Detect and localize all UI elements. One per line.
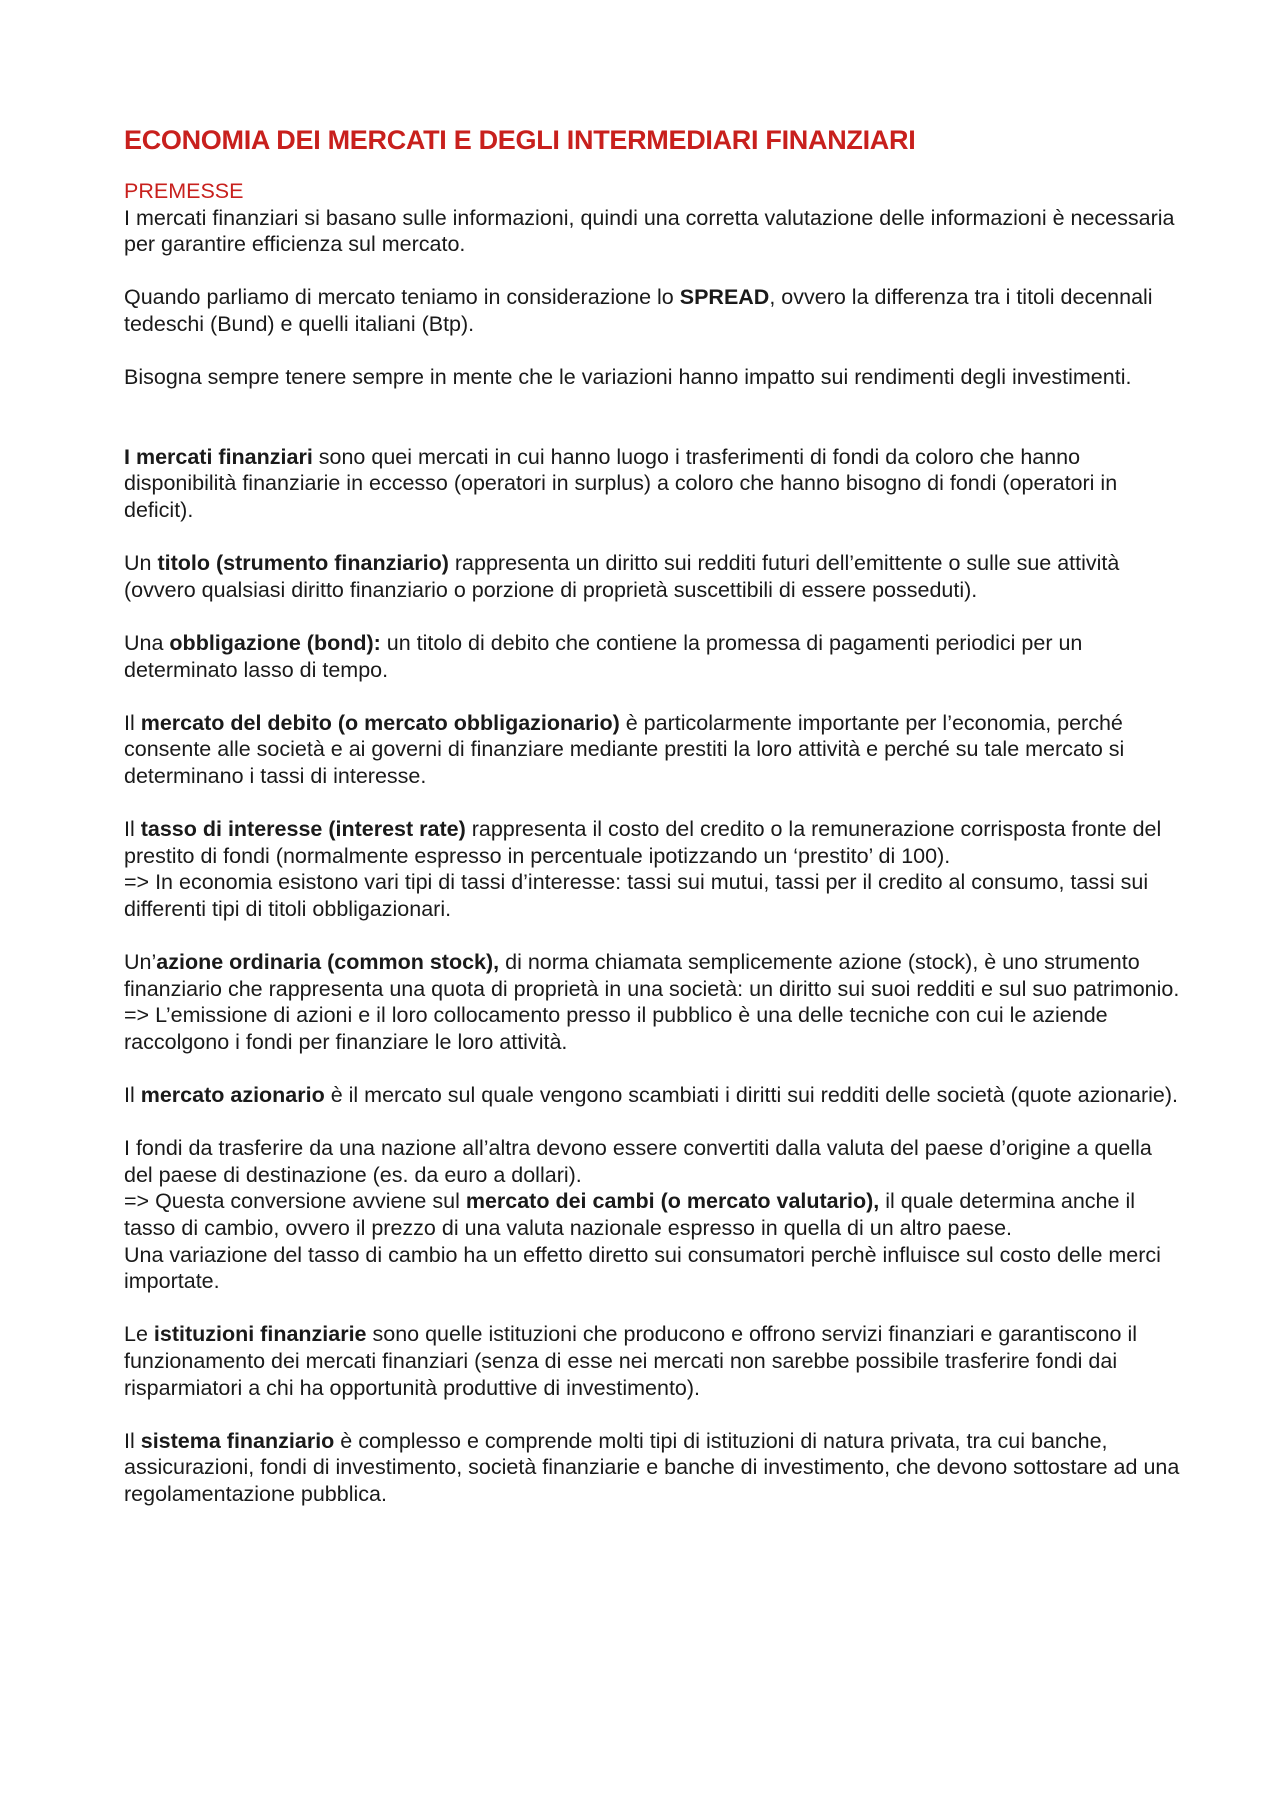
paragraph-cambi-note: Una variazione del tasso di cambio ha un effetto diretto sui consumatori perchè influisce sul costo delle merci importate. [124, 1242, 1161, 1294]
term-sistema-finanziario: sistema finanziario [140, 1428, 335, 1453]
paragraph-azione-ordinaria: Un’azione ordinaria (common stock), di norma chiamata semplicemente azione (stock), è uno strumento finanziario che rappresenta una quota di proprietà in una società: un diritto sui suoi redditi e sul suo patrimonio. [124, 950, 1180, 1001]
paragraph-titolo: Un titolo (strumento finanziario) rappresenta un diritto sui redditi futuri dell’emittente o sulle sue attività (ovvero qualsiasi diritto finanziario o porzione di proprietà suscettibili di essere posseduti). [124, 551, 1120, 602]
term-mercato-azionario: mercato azionario [140, 1083, 325, 1107]
paragraph-premesse-1: I mercati finanziari si basano sulle informazioni, quindi una corretta valutazione delle informazioni è necessaria per garantire efficienza sul mercato. [124, 205, 1175, 257]
paragraph-mercati-finanziari: I mercati finanziari sono quei mercati in cui hanno luogo i trasferimenti di fondi da coloro che hanno disponibilità finanziarie in eccesso (operatori in surplus) a coloro che hanno bisogno di fondi (operatori in deficit). [124, 444, 1118, 522]
paragraph-mercato-debito: Il mercato del debito (o mercato obbligazionario) è particolarmente importante per l’economia, perché consente alle società e ai governi di finanziare mediante prestiti la loro attività e perché su tale mercato si determinano i tassi di interesse. [124, 710, 1125, 788]
paragraph-tasso-interesse: Il tasso di interesse (interest rate) rappresenta il costo del credito o la remunerazione corrisposta fronte del prestito di fondi (normalmente espresso in percentuale ipotizzando un ‘prestito’ di 100). [124, 817, 1162, 868]
paragraph-mercato-azionario: Il mercato azionario è il mercato sul quale vengono scambiati i diritti sui redditi delle società (quote azionarie). [124, 1083, 1179, 1107]
paragraph-obbligazione: Una obbligazione (bond): un titolo di debito che contiene la promessa di pagamenti periodici per un determinato lasso di tempo. [124, 630, 1083, 682]
term-mercato-cambi: mercato dei cambi (o mercato valutario), [465, 1189, 880, 1214]
paragraph-sistema: Il sistema finanziario è complesso e comprende molti tipi di istituzioni di natura privata, tra cui banche, assicurazioni, fondi di investimento, società finanziarie e banche di investimento, che devono sottostare ad una regolamentazione pubblica. [124, 1428, 1180, 1506]
document-title: ECONOMIA DEI MERCATI E DEGLI INTERMEDIARI FINANZIARI [124, 125, 916, 155]
term-spread: SPREAD [679, 285, 770, 310]
term-titolo: titolo (strumento finanziario) [157, 551, 449, 576]
term-mercati-finanziari: I mercati finanziari [124, 444, 313, 469]
paragraph-spread: Quando parliamo di mercato teniamo in considerazione lo SPREAD, ovvero la differenza tra i titoli decennali tedeschi (Bund) e quelli italiani (Btp). [124, 285, 1153, 336]
paragraph-tasso-note: => In economia esistono vari tipi di tassi d’interesse: tassi sui mutui, tassi per il credito al consumo, tassi sui differenti tipi di titoli obbligazionari. [124, 870, 1149, 921]
term-tasso-interesse: tasso di interesse (interest rate) [140, 817, 466, 842]
section-label-premesse: PREMESSE [124, 179, 244, 203]
document-page [124, 124, 1184, 1508]
paragraph-fondi: I fondi da trasferire da una nazione all’altra devono essere convertiti dalla valuta del paese d’origine a quella del paese di destinazione (es. da euro a dollari). [124, 1136, 1152, 1187]
term-mercato-debito: mercato del debito (o mercato obbligazionario) [140, 710, 620, 735]
term-obbligazione: obbligazione (bond): [169, 630, 381, 655]
paragraph-variazioni: Bisogna sempre tenere sempre in mente che le variazioni hanno impatto sui rendimenti degli investimenti. [124, 365, 1132, 390]
term-azione-ordinaria: azione ordinaria (common stock), [156, 950, 500, 975]
paragraph-azione-note: => L’emissione di azioni e il loro collocamento presso il pubblico è una delle tecniche con cui le aziende raccolgono i fondi per finanziare le loro attività. [124, 1003, 1108, 1054]
paragraph-mercato-cambi: => Questa conversione avviene sul mercato dei cambi (o mercato valutario), il quale determina anche il tasso di cambio, ovvero il prezzo di una valuta nazionale espresso in quella di un altro paese. [124, 1189, 1135, 1240]
term-istituzioni-finanziarie: istituzioni finanziarie [153, 1322, 367, 1347]
paragraph-istituzioni: Le istituzioni finanziarie sono quelle istituzioni che producono e offrono servizi finanziari e garantiscono il funzionamento dei mercati finanziari (senza di esse nei mercati non sarebbe possibile trasferire fondi dai risparmiatori a chi ha opportunità produttive di investimento). [124, 1322, 1138, 1400]
